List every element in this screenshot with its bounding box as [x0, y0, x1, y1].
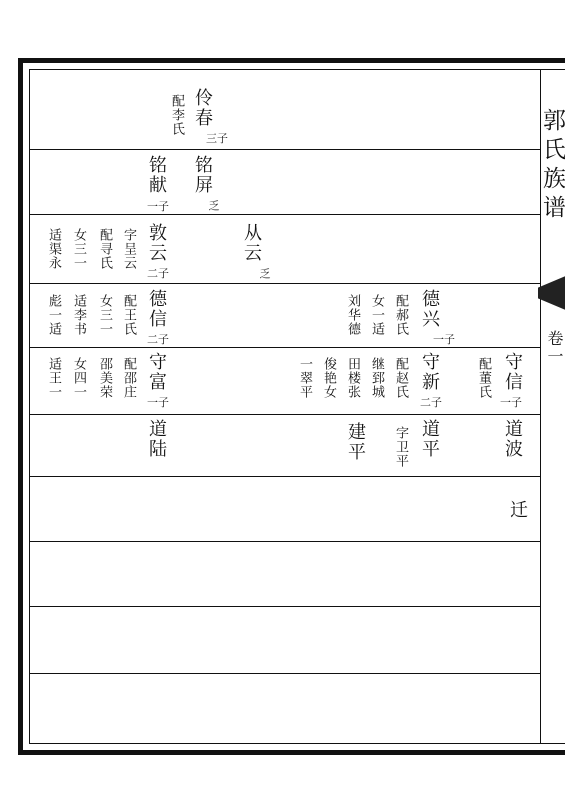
daughter-note: 女四一 — [71, 357, 86, 399]
person-name: 守信 — [502, 352, 523, 392]
person-name: 伶春 — [192, 88, 213, 128]
person-name: 道陆 — [146, 419, 167, 459]
daughter-note: 俊艳女 — [321, 357, 336, 399]
row-divider — [29, 541, 540, 542]
row-divider — [29, 214, 540, 215]
person-name: 迁 — [507, 500, 528, 520]
person-name: 德兴 — [419, 289, 440, 329]
row-divider — [29, 476, 540, 477]
daughter-marriage: 适渠永 — [46, 228, 61, 270]
spouse-note: 配王氏 — [121, 294, 136, 336]
volume-label: 卷一 — [545, 330, 564, 366]
daughter-marriage: 刘华德 — [345, 294, 360, 336]
person-name: 铭献 — [146, 155, 167, 195]
daughter-marriage: 彪一适 — [46, 294, 61, 336]
daughter-marriage: 适王一 — [46, 357, 61, 399]
daughter-note: 女三一 — [97, 294, 112, 336]
row-divider — [29, 149, 540, 150]
daughter-marriage: 邵美荣 — [97, 357, 112, 399]
no-heir-note: 乏 — [207, 200, 220, 211]
row-divider — [29, 414, 540, 415]
spouse-note: 配董氏 — [476, 357, 491, 399]
person-name: 道波 — [502, 419, 523, 459]
no-heir-note: 乏 — [258, 268, 271, 279]
inner-frame-border — [29, 69, 565, 744]
spouse-note: 配李氏 — [169, 94, 184, 136]
person-name: 道平 — [419, 419, 440, 459]
daughter-note: 女三一 — [71, 228, 86, 270]
sons-count: 二子 — [420, 396, 442, 409]
person-name: 建平 — [345, 422, 366, 462]
daughter-marriage: 一翠平 — [297, 357, 312, 399]
daughter-note: 女一适 — [369, 294, 384, 336]
book-title: 郭氏族谱 — [539, 108, 565, 224]
sons-count: 一子 — [500, 396, 522, 409]
person-name: 守富 — [146, 352, 167, 392]
row-divider — [29, 347, 540, 348]
person-name: 德信 — [146, 289, 167, 329]
row-divider — [29, 606, 540, 607]
courtesy-name: 字呈云 — [121, 228, 136, 270]
sons-count: 二子 — [147, 333, 169, 346]
spouse-note: 配寻氏 — [97, 228, 112, 270]
spouse-note: 配赵氏 — [393, 357, 408, 399]
courtesy-name: 字卫平 — [393, 426, 408, 468]
adopted-note: 田楼张 — [345, 357, 360, 399]
adopted-note: 继郅城 — [369, 357, 384, 399]
person-name: 敦云 — [146, 223, 167, 263]
person-name: 铭屏 — [192, 155, 213, 195]
sons-count: 二子 — [147, 267, 169, 280]
sons-count: 一子 — [433, 333, 455, 346]
person-name: 守新 — [419, 352, 440, 392]
sons-count: 一子 — [147, 200, 169, 213]
sons-count: 三子 — [206, 132, 228, 145]
person-name: 从云 — [241, 223, 262, 263]
spouse-note: 配邵庄 — [121, 357, 136, 399]
row-divider — [29, 673, 540, 674]
sons-count: 一子 — [147, 396, 169, 409]
row-divider — [29, 283, 540, 284]
daughter-marriage: 适李书 — [71, 294, 86, 336]
spouse-note: 配郝氏 — [393, 294, 408, 336]
